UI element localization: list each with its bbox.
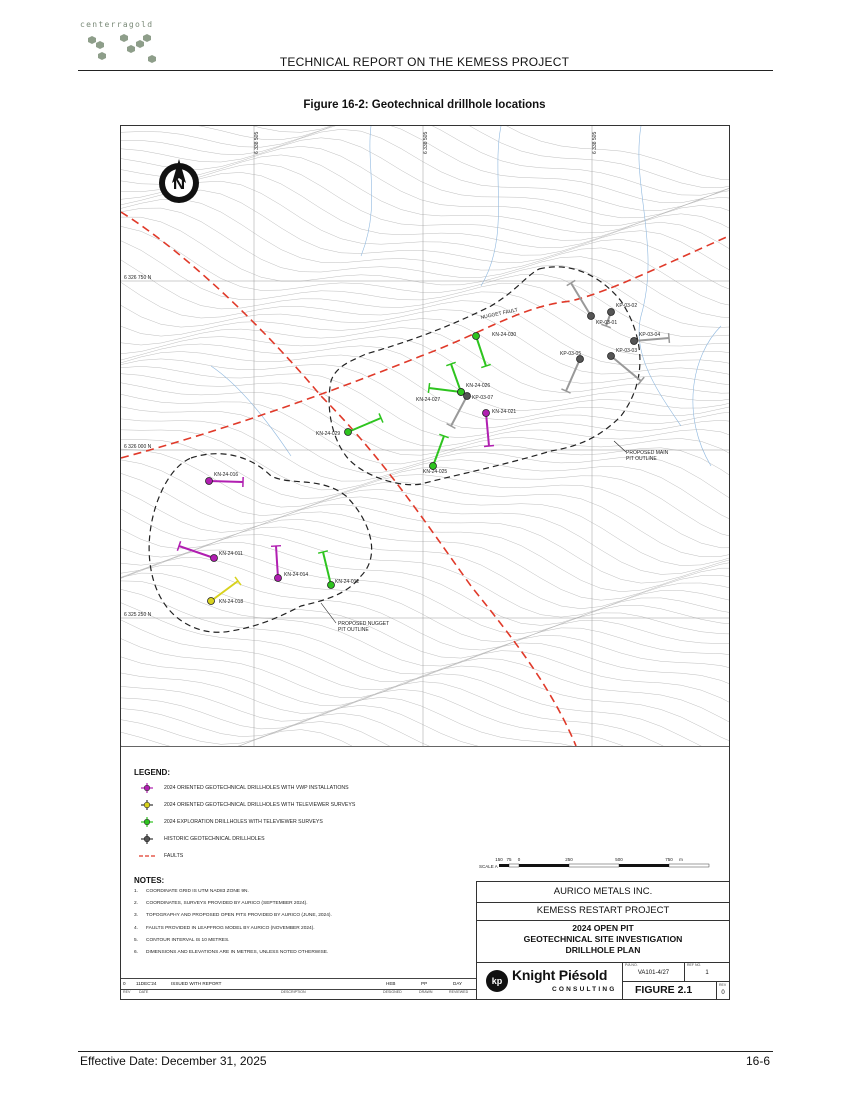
legend-item-faults bbox=[134, 851, 474, 868]
main-pit-outline bbox=[329, 267, 640, 485]
note-item: 3. TOPOGRAPHY AND PROPOSED OPEN PITS PROVIDED BY AURICO (JUNE, 2024). bbox=[134, 913, 332, 919]
drillhole-label: KP-03-05 bbox=[560, 351, 582, 357]
fault-label: NUGGET FAULT bbox=[480, 307, 519, 321]
page-number: 16-6 bbox=[745, 1054, 770, 1068]
drillhole-label: KN-24-018 bbox=[219, 599, 244, 605]
title-block bbox=[476, 881, 729, 999]
scale-bar bbox=[479, 856, 724, 876]
drillhole-label: KN-24-030 bbox=[492, 332, 517, 338]
drillhole-kn-24-016 bbox=[206, 472, 244, 487]
grid-lines bbox=[121, 126, 729, 746]
effective-date: Effective Date: December 31, 2025 bbox=[80, 1054, 267, 1068]
scale-prefix: SCALE A bbox=[479, 864, 498, 869]
legend-item-vwp bbox=[134, 783, 474, 800]
knight-piesold-logo bbox=[482, 964, 617, 998]
contour-lines bbox=[121, 126, 729, 746]
drillhole-label: KP-03-03 bbox=[616, 348, 638, 354]
scale-tick: 500 bbox=[615, 857, 623, 862]
nugget-pit-label: PIT OUTLINE bbox=[338, 627, 369, 633]
project-number-cell: P/A NO. VA101-4/27 bbox=[622, 962, 684, 982]
revision-header-row: REV DATE DESCRIPTION DESIGNED DRAWN REVIEWED bbox=[123, 990, 469, 994]
notes-title: NOTES: bbox=[134, 876, 165, 885]
drillhole-label: KN-24-016 bbox=[214, 472, 239, 478]
note-item: 2. COORDINATES, SURVEYS PROVIDED BY AURICO (SEPTEMBER 2024). bbox=[134, 901, 308, 907]
drillhole-label: KP-03-04 bbox=[639, 332, 661, 338]
drillhole-label: KP-03-02 bbox=[616, 303, 638, 309]
drillhole-kp-03-04 bbox=[631, 332, 670, 345]
drillhole-label: KN-24-021 bbox=[492, 409, 517, 415]
drillhole-label: KN-24-014 bbox=[284, 572, 309, 578]
drillhole-label: KN-24-026 bbox=[466, 383, 491, 389]
legend bbox=[134, 768, 474, 868]
scale-tick: 0 bbox=[517, 857, 521, 862]
map-border bbox=[121, 746, 729, 747]
drillhole-kn-24-025 bbox=[423, 434, 449, 475]
legend-label: 2024 ORIENTED GEOTECHNICAL DRILLHOLES WITH TELEVIEWER SURVEYS bbox=[164, 802, 356, 808]
drawing-sheet bbox=[120, 125, 730, 1000]
figure-number-cell: FIGURE 2.1 bbox=[622, 982, 716, 1000]
company-sub: CONSULTING bbox=[552, 986, 617, 993]
drillhole-label: KP-03-07 bbox=[472, 395, 494, 401]
revision-row: 0 11DEC'24 ISSUED WITH REPORT HEB PP DAY bbox=[121, 978, 476, 990]
grid-label-east: 6 338 505 bbox=[423, 131, 429, 154]
drillhole-label: KN-24-029 bbox=[316, 431, 341, 437]
legend-label: HISTORIC GEOTECHNICAL DRILLHOLES bbox=[164, 836, 265, 842]
main-pit-label: PROPOSED MAIN bbox=[626, 450, 669, 456]
drillhole-label: KN-24-012 bbox=[335, 579, 360, 585]
grid-label-north: 6 326 750 N bbox=[124, 275, 152, 281]
drillhole-kn-24-012 bbox=[318, 551, 359, 589]
legend-item-televiewer bbox=[134, 800, 474, 817]
notes bbox=[134, 876, 474, 962]
revision-table bbox=[121, 978, 476, 998]
north-arrow-label: N bbox=[172, 174, 186, 193]
nugget-pit-label: PROPOSED NUGGET bbox=[338, 621, 390, 627]
logo-text: centerragold bbox=[80, 20, 154, 29]
north-arrow-icon bbox=[159, 159, 199, 203]
grid-label-north: 6 326 000 N bbox=[124, 444, 152, 450]
drillhole-kp-03-03 bbox=[608, 348, 645, 385]
note-item: 4. FAULTS PROVIDED IN LEAPFROG MODEL BY AURICO (NOVEMBER 2024). bbox=[134, 925, 315, 931]
legend-label: 2024 ORIENTED GEOTECHNICAL DRILLHOLES WITH VWP INSTALLATIONS bbox=[164, 785, 349, 791]
main-pit-label: PIT OUTLINE bbox=[626, 456, 657, 462]
drawing-title: 2024 OPEN PIT GEOTECHNICAL SITE INVESTIGATION DRILLHOLE PLAN bbox=[477, 920, 729, 963]
drillhole-layer bbox=[177, 280, 669, 605]
drillhole-label: KN-24-027 bbox=[416, 397, 441, 403]
legend-item-exploration bbox=[134, 817, 474, 834]
report-title: TECHNICAL REPORT ON THE KEMESS PROJECT bbox=[279, 55, 570, 69]
legend-label: FAULTS bbox=[164, 853, 184, 859]
grid-label-east: 6 338 505 bbox=[592, 131, 598, 154]
note-item: 6. DIMENSIONS AND ELEVATIONS ARE IN METRES, UNLESS NOTED OTHERWISE. bbox=[134, 949, 329, 955]
drillhole-label: KP-03-01 bbox=[596, 320, 618, 326]
company-name: Knight Piésold bbox=[512, 967, 608, 983]
drillhole-kn-24-014 bbox=[271, 546, 308, 582]
drillhole-kn-24-027 bbox=[416, 362, 465, 403]
creek-lines bbox=[211, 126, 721, 466]
legend-title: LEGEND: bbox=[134, 768, 170, 777]
kp-mark-icon: kp bbox=[486, 970, 508, 992]
scale-tick: 150 bbox=[495, 857, 503, 862]
fault-line-icon bbox=[139, 851, 155, 861]
drillhole-kp-03-05 bbox=[560, 351, 584, 393]
figure-caption: Figure 16-2: Geotechnical drillhole locations bbox=[303, 99, 546, 111]
grid-label-north: 6 325 250 N bbox=[124, 612, 152, 618]
drillhole-symbol-icon bbox=[139, 800, 155, 810]
grid-labels bbox=[124, 132, 598, 618]
drillhole-kn-24-030 bbox=[473, 332, 517, 368]
scale-tick: 250 bbox=[565, 857, 573, 862]
drillhole-label: KN-24-011 bbox=[219, 551, 243, 557]
pit-labels bbox=[321, 441, 669, 633]
grid-label-east: 6 338 505 bbox=[254, 131, 260, 154]
drillhole-symbol-icon bbox=[139, 783, 155, 793]
footer-rule bbox=[78, 1051, 773, 1052]
project-name: KEMESS RESTART PROJECT bbox=[477, 902, 729, 921]
ref-number-cell: REF NO. 1 bbox=[684, 962, 729, 982]
legend-item-historic bbox=[134, 834, 474, 851]
drillhole-label: KN-24-025 bbox=[423, 469, 448, 475]
header-rule bbox=[78, 70, 773, 71]
drillhole-symbol-icon bbox=[139, 817, 155, 827]
drillhole-kn-24-018 bbox=[208, 577, 244, 605]
legend-label: 2024 EXPLORATION DRILLHOLES WITH TELEVIEWER SURVEYS bbox=[164, 819, 323, 825]
fault-line-nugget bbox=[121, 236, 729, 458]
topographic-map bbox=[121, 126, 729, 746]
rev-cell: REV 0 bbox=[716, 982, 729, 1000]
scale-unit: m bbox=[679, 857, 683, 862]
drillhole-symbol-icon bbox=[139, 834, 155, 844]
note-item: 5. CONTOUR INTERVAL IS 10 METRES. bbox=[134, 937, 230, 943]
scale-tick: 750 bbox=[665, 857, 673, 862]
note-item: 1. COORDINATE GRID IS UTM NAD83 ZONE 9N. bbox=[134, 889, 249, 894]
scale-tick: 75 bbox=[506, 857, 512, 862]
client-name: AURICO METALS INC. bbox=[477, 882, 729, 903]
